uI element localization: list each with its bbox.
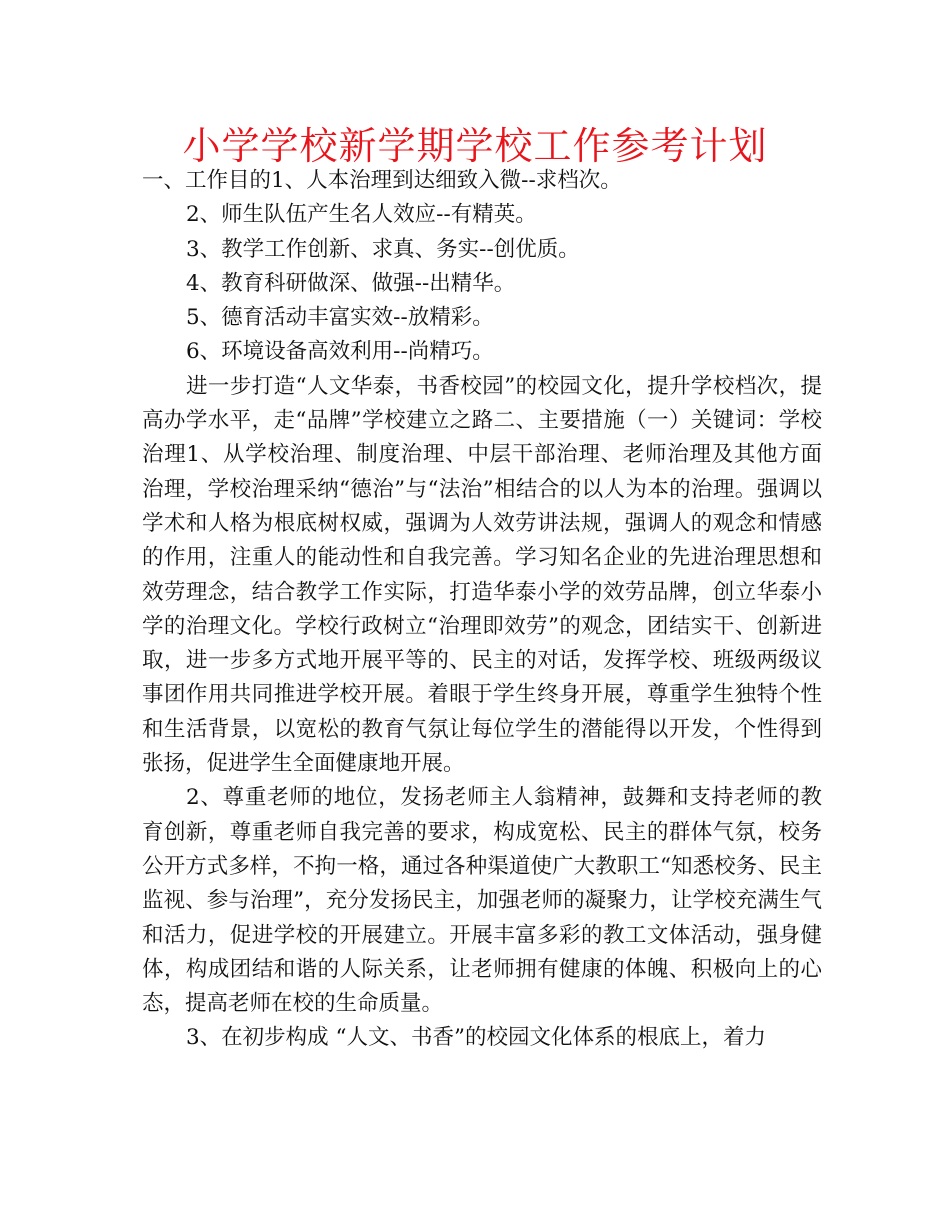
- paragraph: 进一步打造“人文华泰，书香校园”的校园文化，提升学校档次，提高办学水平，走“品牌”学校建立之路二、主要措施（一）关键词：学校治理1、从学校治理、制度治理、中层干部治理、老师治理及其他方面治理，学校治理采纳“德治”与“法治”相结合的以人为本的治理。强调以学术和人格为根底树权威，强调为人效劳讲法规，强调人的观念和情感的作用，注重人的能动性和自我完善。学习知名企业的先进治理思想和效劳理念，结合教学工作实际，打造华泰小学的效劳品牌，创立华泰小学的治理文化。学校行政树立“治理即效劳”的观念，团结实干、创新进取，进一步多方式地开展平等的、民主的对话，发挥学校、班级两级议事团作用共同推进学校开展。着眼于学生终身开展，尊重学生独特个性和生活背景，以宽松的教育气氛让每位学生的潜能得以开发，个性得到张扬，促进学生全面健康地开展。: [142, 373, 822, 777]
- paragraph: 3、在初步构成 “人文、书香”的校园文化体系的根底上，着力: [186, 1025, 766, 1051]
- document-title: 小学学校新学期学校工作参考计划: [182, 124, 768, 168]
- paragraph: 2、师生队伍产生名人效应--有精英。: [186, 202, 537, 228]
- document-body: [142, 164, 822, 1056]
- paragraph: 5、德育活动丰富实效--放精彩。: [186, 305, 494, 331]
- paragraph: 2、尊重老师的地位，发扬老师主人翁精神，鼓舞和支持老师的教育创新，尊重老师自我完善的要求，构成宽松、民主的群体气氛，校务公开方式多样，不拘一格，通过各种渠道使广大教职工“知悉校务、民主监视、参与治理”，充分发扬民主，加强老师的凝聚力，让学校充满生气和活力，促进学校的开展建立。开展丰富多彩的教工文体活动，强身健体，构成团结和谐的人际关系，让老师拥有健康的体魄、积极向上的心态，提高老师在校的生命质量。: [142, 785, 822, 1017]
- paragraph: 3、教学工作创新、求真、务实--创优质。: [186, 236, 580, 262]
- paragraph: 4、教育科研做深、做强--出精华。: [186, 270, 516, 296]
- paragraph: 6、环境设备高效利用--尚精巧。: [186, 339, 494, 365]
- paragraph: 一、工作目的1、人本治理到达细致入微--求档次。: [142, 168, 622, 193]
